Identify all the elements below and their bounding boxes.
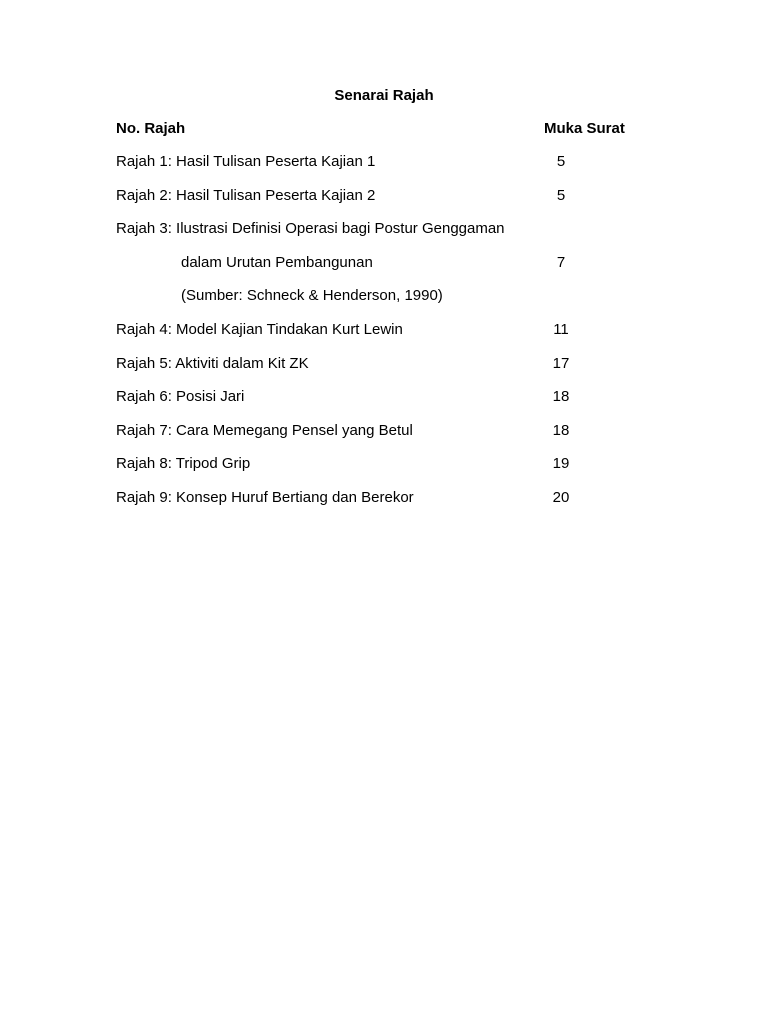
figure-page-number: 5 bbox=[556, 153, 566, 170]
figure-row-continuation bbox=[116, 254, 676, 288]
figure-label: Rajah 8: Tripod Grip bbox=[116, 455, 251, 473]
figure-row bbox=[116, 220, 676, 254]
figure-page-number: 17 bbox=[552, 354, 570, 372]
figure-source-note: (Sumber: Schneck & Henderson, 1990) bbox=[181, 287, 443, 305]
figure-page-number: 11 bbox=[553, 320, 569, 338]
figure-label: Rajah 7: Cara Memegang Pensel yang Betul bbox=[116, 421, 413, 439]
figure-page-number: 18 bbox=[552, 421, 570, 439]
figure-row bbox=[116, 489, 676, 523]
figure-label-continuation: dalam Urutan Pembangunan bbox=[181, 253, 373, 271]
figure-row bbox=[116, 153, 676, 187]
figure-row bbox=[116, 321, 676, 355]
figure-row bbox=[116, 388, 676, 422]
figure-label: Rajah 4: Model Kajian Tindakan Kurt Lewin bbox=[116, 320, 403, 338]
figure-row bbox=[116, 455, 676, 489]
figure-label: Rajah 9: Konsep Huruf Bertiang dan Berekor bbox=[116, 488, 414, 506]
page-title: Senarai Rajah bbox=[334, 87, 434, 104]
figure-row bbox=[116, 422, 676, 456]
figure-list bbox=[116, 153, 676, 523]
column-header-page-number: Muka Surat bbox=[544, 120, 625, 137]
figure-label: Rajah 6: Posisi Jari bbox=[116, 388, 245, 406]
figure-page-number: 19 bbox=[552, 455, 570, 473]
figure-row bbox=[116, 355, 676, 389]
figure-page-number: 20 bbox=[552, 488, 570, 506]
figure-page-number: 18 bbox=[552, 388, 570, 406]
figure-page-number: 5 bbox=[556, 186, 566, 204]
figure-label: Rajah 3: Ilustrasi Definisi Operasi bagi Postur Genggaman bbox=[116, 220, 505, 238]
figure-row bbox=[116, 187, 676, 221]
figure-label: Rajah 2: Hasil Tulisan Peserta Kajian 2 bbox=[116, 186, 376, 204]
figure-label: Rajah 5: Aktiviti dalam Kit ZK bbox=[116, 354, 309, 372]
figure-row-source bbox=[116, 287, 676, 321]
figure-page-number: 7 bbox=[556, 253, 566, 271]
column-header-figure-number: No. Rajah bbox=[116, 120, 186, 137]
figure-label: Rajah 1: Hasil Tulisan Peserta Kajian 1 bbox=[116, 153, 376, 170]
